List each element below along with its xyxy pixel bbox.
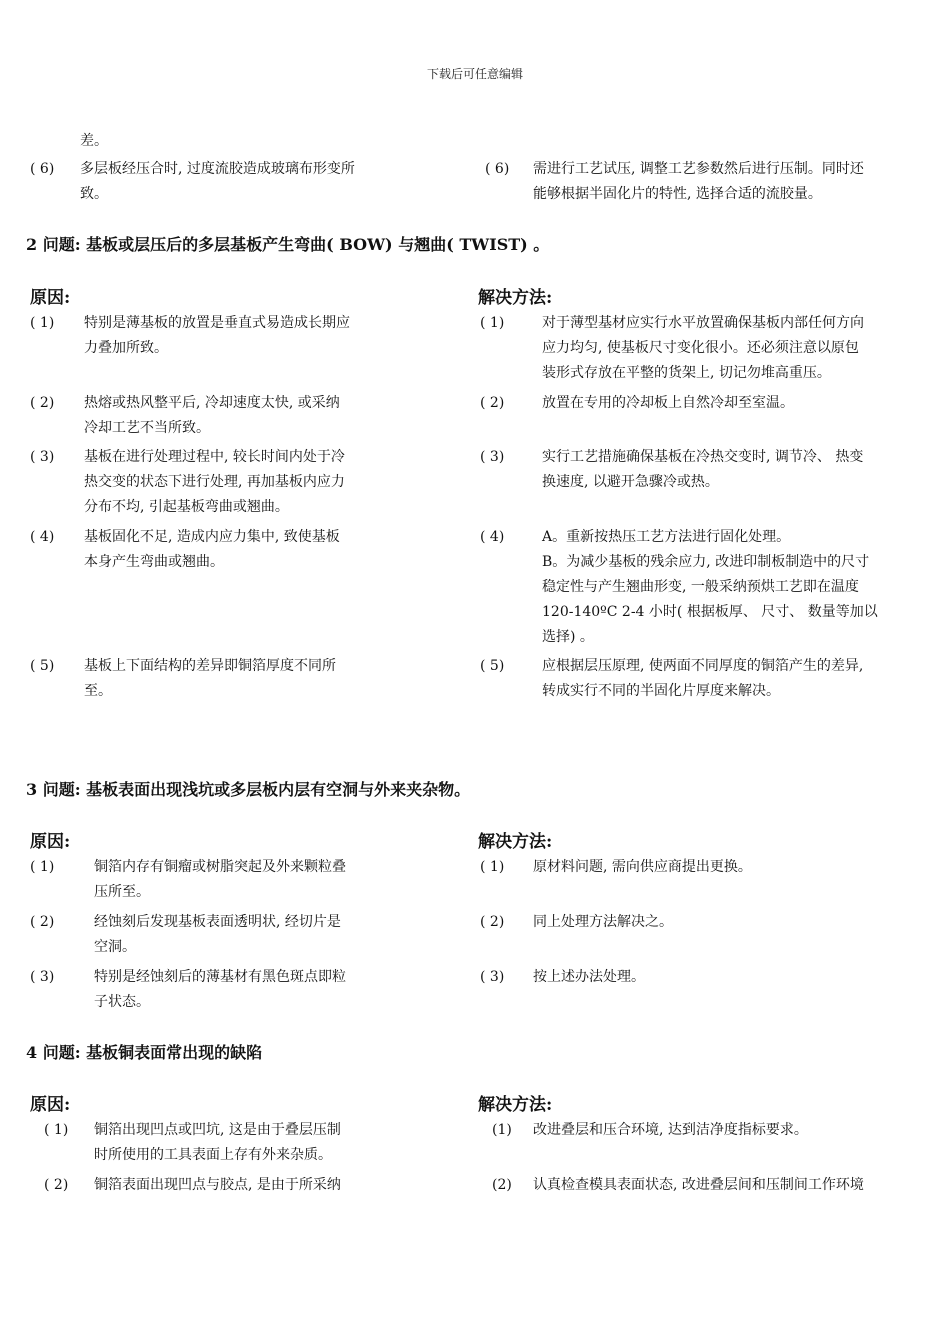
solution-number: ( 4) (480, 529, 505, 545)
cause-line: 铜箔内存有铜瘤或树脂突起及外来颗粒叠 (94, 859, 346, 875)
solution-line: B。为减少基板的残余应力, 改进印制板制造中的尺寸 (542, 554, 870, 570)
cause-number: ( 3) (30, 449, 55, 465)
solution-number: ( 6) (485, 161, 510, 177)
cause-line: 铜箔出现凹点或凹坑, 这是由于叠层压制 (94, 1122, 341, 1138)
cause-number: ( 3) (30, 969, 55, 985)
solution-line: 应力均匀, 使基板尺寸变化很小。还必须注意以原包 (542, 340, 859, 356)
cause-line: 特别是薄基板的放置是垂直式易造成长期应 (84, 315, 350, 331)
cause-label: 原因: (30, 832, 71, 852)
section-title: 3 问题: 基板表面出现浅坑或多层板内层有空洞与外来夹杂物。 (26, 780, 471, 799)
cause-line: 特别是经蚀刻后的薄基材有黑色斑点即粒 (94, 969, 346, 985)
solution-line: 原材料问题, 需向供应商提出更换。 (533, 859, 752, 875)
solution-line: 应根据层压原理, 使两面不同厚度的铜箔产生的差异, (542, 658, 864, 674)
solution-line: 需进行工艺试压, 调整工艺参数然后进行压制。同时还 (533, 161, 864, 177)
cause-line: 冷却工艺不当所致。 (84, 420, 210, 436)
solution-line: 转成实行不同的半固化片厚度来解决。 (542, 683, 780, 699)
section-title: 2 问题: 基板或层压后的多层基板产生弯曲( BOW) 与翘曲( TWIST) 。 (26, 235, 550, 254)
cause-number: ( 1) (44, 1122, 69, 1138)
cause-line: 压所至。 (94, 884, 150, 900)
solution-line: 对于薄型基材应实行水平放置确保基板内部任何方向 (542, 315, 864, 331)
cause-line: 至。 (84, 683, 112, 699)
solution-label: 解决方法: (478, 1095, 553, 1115)
solution-label: 解决方法: (478, 288, 553, 308)
cause-line: 基板在进行处理过程中, 较长时间内处于冷 (84, 449, 345, 465)
cause-number: ( 1) (30, 859, 55, 875)
solution-line: 稳定性与产生翘曲形变, 一般采纳预烘工艺即在温度 (542, 579, 859, 595)
cause-line: 力叠加所致。 (84, 340, 168, 356)
cause-label: 原因: (30, 1095, 71, 1115)
solution-line: 换速度, 以避开急骤冷或热。 (542, 474, 719, 490)
cause-number: ( 2) (30, 914, 55, 930)
solution-number: ( 2) (480, 914, 505, 930)
cause-line: 空洞。 (94, 939, 136, 955)
solution-number: ( 3) (480, 969, 505, 985)
solution-line: 能够根据半固化片的特性, 选择合适的流胶量。 (533, 186, 822, 202)
solution-line: 选择) 。 (542, 629, 594, 645)
cause-number: ( 5) (30, 658, 55, 674)
solution-number: ( 2) (480, 395, 505, 411)
cause-number: ( 1) (30, 315, 55, 331)
solution-line: 放置在专用的冷却板上自然冷却至室温。 (542, 395, 794, 411)
solution-number: ( 1) (480, 859, 505, 875)
solution-line: 同上处理方法解决之。 (533, 914, 673, 930)
cause-label: 原因: (30, 288, 71, 308)
cause-line: 热交变的状态下进行处理, 再加基板内应力 (84, 474, 345, 490)
solution-line: 认真检查模具表面状态, 改进叠层间和压制间工作环境 (533, 1177, 864, 1193)
cause-number: ( 6) (30, 161, 55, 177)
solution-line: 120-140ºC 2-4 小时( 根据板厚、 尺寸、 数量等加以 (542, 604, 878, 620)
cause-line: 多层板经压合时, 过度流胶造成玻璃布形变所 (80, 161, 355, 177)
section-title: 4 问题: 基板铜表面常出现的缺陷 (26, 1043, 263, 1062)
cause-line: 经蚀刻后发现基板表面透明状, 经切片是 (94, 914, 341, 930)
cause-number: ( 2) (44, 1177, 69, 1193)
cause-line: 致。 (80, 186, 108, 202)
cause-line: 铜箔表面出现凹点与胶点, 是由于所采纳 (94, 1177, 341, 1193)
solution-number: ( 5) (480, 658, 505, 674)
cause-number: ( 4) (30, 529, 55, 545)
solution-line: 按上述办法处理。 (533, 969, 645, 985)
solution-line: 实行工艺措施确保基板在冷热交变时, 调节冷、 热变 (542, 449, 864, 465)
solution-label: 解决方法: (478, 832, 553, 852)
continuation-text: 差。 (80, 133, 108, 149)
solution-number: ( 3) (480, 449, 505, 465)
cause-line: 基板上下面结构的差异即铜箔厚度不同所 (84, 658, 336, 674)
cause-line: 分布不均, 引起基板弯曲或翘曲。 (84, 499, 289, 515)
solution-number: (1) (492, 1122, 512, 1138)
solution-number: (2) (492, 1177, 512, 1193)
solution-line: A。重新按热压工艺方法进行固化处理。 (542, 529, 791, 545)
cause-line: 时所使用的工具表面上存有外来杂质。 (94, 1147, 332, 1163)
solution-line: 改进叠层和压合环境, 达到洁净度指标要求。 (533, 1122, 808, 1138)
cause-number: ( 2) (30, 395, 55, 411)
page-header: 下载后可任意编辑 (426, 67, 523, 81)
cause-line: 热熔或热风整平后, 冷却速度太快, 或采纳 (84, 395, 340, 411)
solution-line: 装形式存放在平整的货架上, 切记勿堆高重压。 (542, 365, 831, 381)
cause-line: 子状态。 (94, 994, 150, 1010)
solution-number: ( 1) (480, 315, 505, 331)
cause-line: 本身产生弯曲或翘曲。 (84, 554, 224, 570)
cause-line: 基板固化不足, 造成内应力集中, 致使基板 (84, 529, 340, 545)
